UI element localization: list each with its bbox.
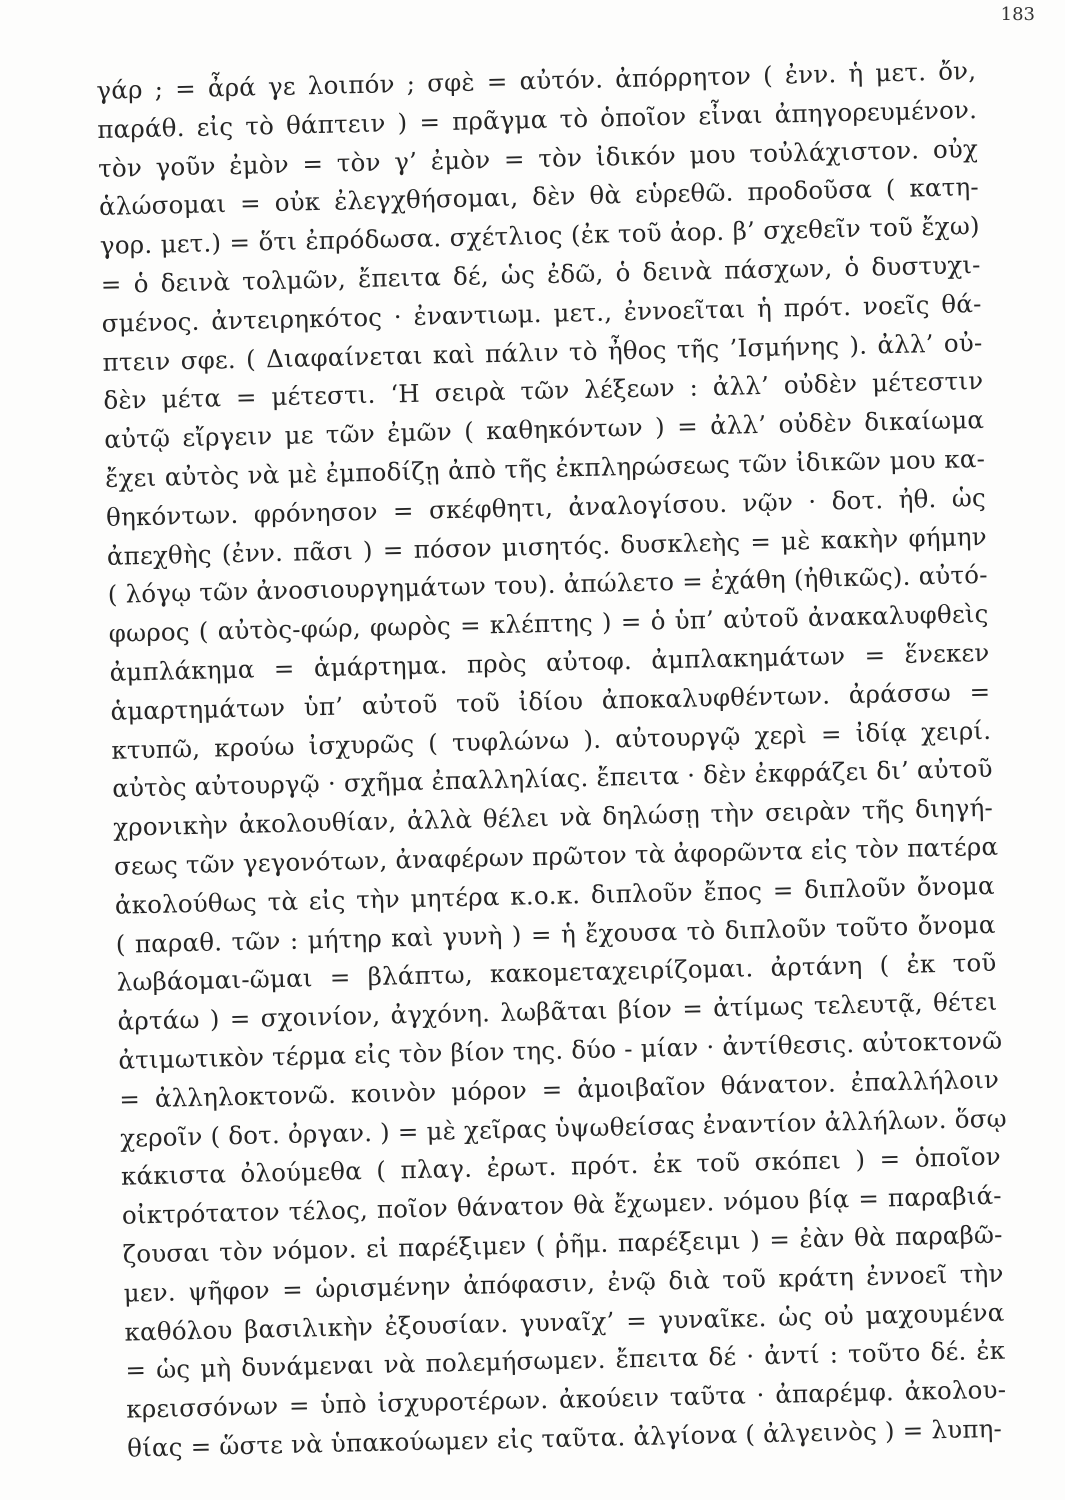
text-line-8: πτειν σφε. ( Διαφαίνεται καὶ πάλιν τὸ ἦθος τῆς ’Ισμήνης ). ἀλλ’ οὐ-	[102, 327, 983, 377]
text-line-30: οἰκτρότατον τέλος, ποῖον θάνατον θὰ ἔχωμεν. νόμου βίᾳ = παραβιά-	[121, 1180, 1003, 1230]
text-line-26: ἀτιμωτικὸν τέρμα εἰς τὸν βίον της. δύο - μίαν · ἀντίθεσις. αὐτοκτονῶ	[118, 1025, 1003, 1075]
text-line-1: γάρ ; = ἆρά γε λοιπόν ; σφὲ = αὐτόν. ἀπόρρητον ( ἐνν. ἡ μετ. ὄν,	[96, 56, 977, 105]
text-line-28: χεροῖν ( δοτ. ὀργαν. ) = μὲ χεῖρας ὑψωθείσας ἐναντίον ἀλλήλων. ὅσῳ	[119, 1103, 1008, 1153]
text-line-9: δὲν μέτα = μέτεστι. ‘Η σειρὰ τῶν λέξεων : ἀλλ’ οὐδὲν μέτεστιν	[103, 366, 984, 416]
text-line-6: = ὁ δεινὰ τολμῶν, ἔπειτα δέ, ὡς ἐδῶ, ὁ δεινὰ πάσχων, ὁ δυστυχι-	[100, 249, 981, 299]
text-line-25: ἀρτάω ) = σχοινίον, ἀγχόνη. λωβᾶται βίον = ἀτίμως τελευτᾷ, θέτει	[117, 986, 998, 1036]
text-line-18: κτυπῶ, κρούω ἰσχυρῶς ( τυφλώνω ). αὐτουργῷ χερὶ = ἰδίᾳ χειρί.	[111, 715, 992, 765]
text-line-20: χρονικὴν ἀκολουθίαν, ἀλλὰ θέλει νὰ δηλώσῃ τὴν σειρὰν τῆς διηγή-	[112, 792, 994, 842]
text-line-32: μεν. ψῆφον = ὡρισμένην ἀπόφασιν, ἐνῷ διὰ τοῦ κράτη ἐννοεῖ τὴν	[123, 1258, 1004, 1308]
text-line-14: ( λόγῳ τῶν ἀνοσιουργημάτων του). ἀπώλετο = ἐχάθη (ἠθικῶς). αὐτό-	[107, 560, 988, 610]
text-line-21: σεως τῶν γεγονότων, ἀναφέρων πρῶτον τὰ ἀφορῶντα εἰς τὸν πατέρα	[113, 831, 999, 881]
text-line-3: τὸν γοῦν ἐμὸν = τὸν γ’ ἐμὸν = τὸν ἰδικόν μου τοὐλάχιστον. οὐχ	[97, 133, 979, 183]
text-line-22: ἀκολούθως τὰ εἰς τὴν μητέρα κ.ο.κ. διπλοῦν ἔπος = διπλοῦν ὄνομα	[114, 870, 996, 920]
text-line-11: ἔχει αὐτὸς νὰ μὲ ἐμποδίζῃ ἀπὸ τῆς ἐκπληρώσεως τῶν ἰδικῶν μου κα-	[104, 443, 986, 493]
text-line-5: γορ. μετ.) = ὅτι ἐπρόδωσα. σχέτλιος (ἐκ τοῦ ἀορ. β’ σχεθεῖν τοῦ ἔχω)	[99, 211, 981, 261]
text-line-36: θίας = ὥστε νὰ ὑπακούωμεν εἰς ταῦτα. ἀλγίονα ( ἀλγεινὸς ) = λυπη-	[126, 1413, 1003, 1463]
text-line-35: κρεισσόνων = ὑπὸ ἰσχυροτέρων. ἀκούειν ταῦτα · ἀπαρέμφ. ἀκολου-	[126, 1374, 1007, 1424]
text-line-10: αὐτῷ εἴργειν με τῶν ἐμῶν ( καθηκόντων ) = ἀλλ’ οὐδὲν δικαίωμα	[104, 405, 985, 455]
text-line-31: ζουσαι τὸν νόμον. εἰ παρέξιμεν ( ῥῆμ. παρέξειμι ) = ἐὰν θὰ παραβῶ-	[122, 1219, 1003, 1269]
text-line-2: παράθ. εἰς τὸ θάπτειν ) = πρᾶγμα τὸ ὁποῖον εἶναι ἀπηγορευμένον.	[96, 94, 978, 144]
commentary-text	[96, 52, 1007, 1468]
text-line-4: ἁλώσομαι = οὐκ ἐλεγχθήσομαι, δὲν θὰ εὑρεθῶ. προδοῦσα ( κατη-	[98, 172, 980, 222]
text-line-16: ἀμπλάκημα = ἁμάρτημα. πρὸς αὐτοφ. ἀμπλακημάτων = ἕνεκεν	[109, 637, 990, 687]
text-line-13: ἀπεχθὴς (ἐνν. πᾶσι ) = πόσον μισητός. δυσκλεὴς = μὲ κακὴν φήμην	[106, 521, 988, 571]
text-line-15: φωρος ( αὐτὸς-φώρ, φωρὸς = κλέπτης ) = ὁ ὑπ’ αὐτοῦ ἀνακαλυφθεὶς	[108, 599, 989, 649]
text-line-29: κάκιστα ὀλούμεθα ( πλαγ. ἐρωτ. πρότ. ἐκ τοῦ σκόπει ) = ὁποῖον	[120, 1142, 1002, 1192]
text-line-33: καθόλου βασιλικὴν ἐξουσίαν. γυναῖχ’ = γυναῖκε. ὡς οὐ μαχουμένα	[124, 1297, 1005, 1347]
text-line-12: θηκόντων. φρόνησον = σκέφθητι, ἀναλογίσου. νῷν · δοτ. ἠθ. ὡς	[105, 482, 987, 532]
text-line-23: ( παραθ. τῶν : μήτηρ καὶ γυνὴ ) = ἡ ἔχουσα τὸ διπλοῦν τοῦτο ὄνομα	[115, 909, 996, 959]
text-line-27: = ἀλληλοκτονῶ. κοινὸν μόρον = ἀμοιβαῖον θάνατον. ἐπαλλήλοιν	[118, 1064, 1000, 1114]
text-line-24: λωβάομαι-ῶμαι = βλάπτω, κακομεταχειρίζομαι. ἀρτάνη ( ἐκ τοῦ	[116, 948, 997, 998]
page-number: 183	[1000, 4, 1035, 25]
text-line-7: σμένος. ἀντειρηκότος · ἐναντιωμ. μετ., ἐννοεῖται ἡ πρότ. νοεῖς θά-	[101, 288, 982, 338]
text-line-34: = ὡς μὴ δυνάμεναι νὰ πολεμήσωμεν. ἔπειτα δέ · ἀντί : τοῦτο δέ. ἐκ	[125, 1336, 1006, 1385]
text-line-17: ἁμαρτημάτων ὑπ’ αὐτοῦ τοῦ ἰδίου ἀποκαλυφθέντων. ἀράσσω =	[110, 676, 991, 726]
text-line-19: αὐτὸς αὐτουργῷ · σχῆμα ἐπαλληλίας. ἔπειτα · δὲν ἐκφράζει δι’ αὐτοῦ	[111, 754, 993, 804]
